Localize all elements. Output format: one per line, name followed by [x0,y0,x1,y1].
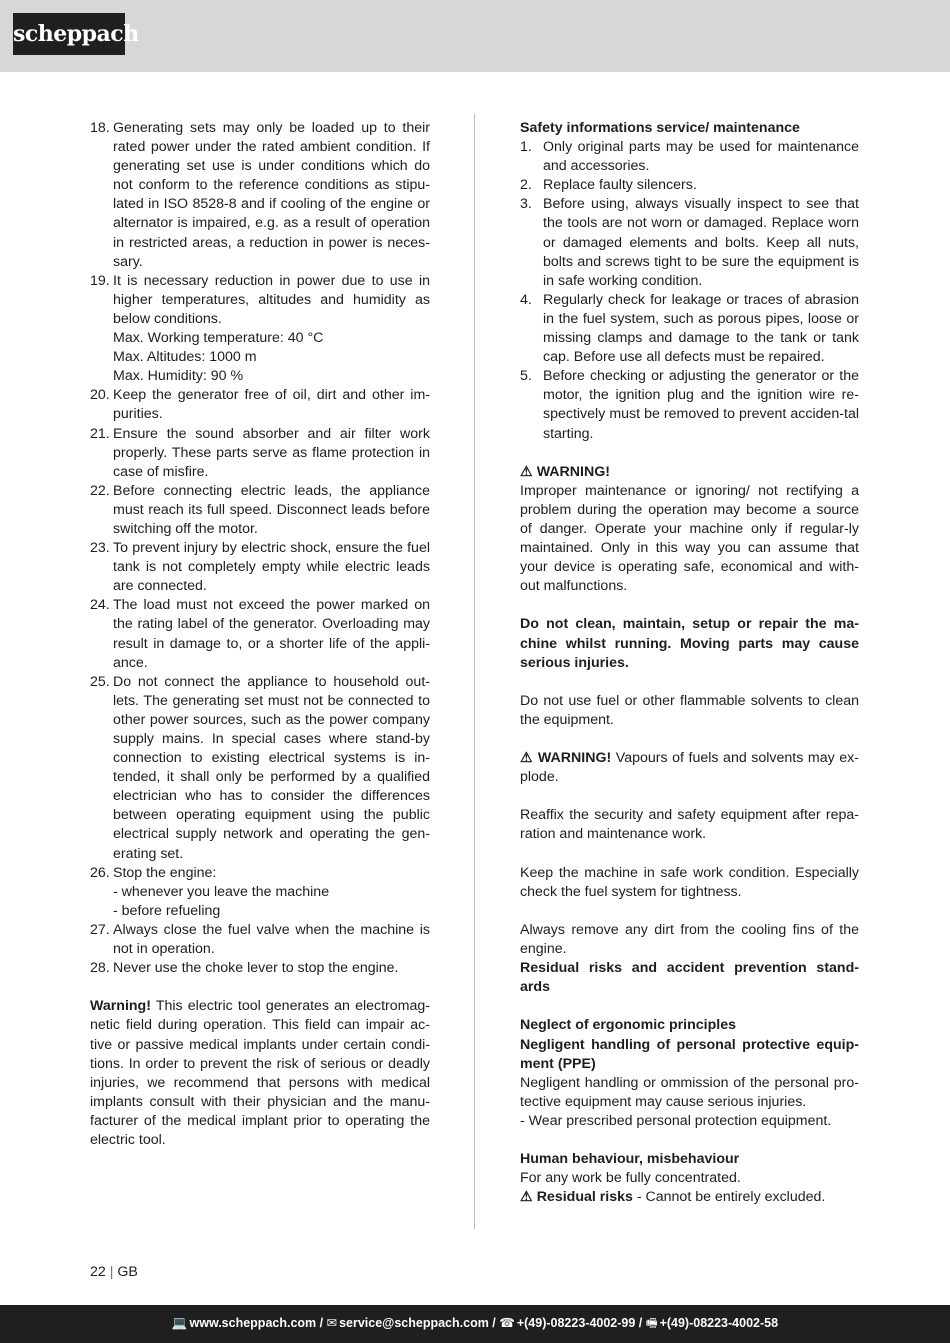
list-item: 2. Replace faulty silencers. [520,177,697,194]
stop-line: - whenever you leave the machine [113,883,330,900]
list-item: 28. Never use the choke lever to stop the engine. [90,960,399,977]
page-header [0,0,950,72]
list-item: 23. To prevent injury by electric shock, ensure the fuel tank is not completely empty while electric leads are connected. [90,540,430,595]
computer-icon: 💻 [171,1316,188,1330]
safe-condition-paragraph: Keep the machine in safe work condition. Especially check the fuel system for tightness. [520,864,859,900]
scheppach-logo: scheppach [13,13,125,55]
residual-risks-line: ⚠ Residual risks - Cannot be entirely excluded. [520,1189,826,1206]
residual-risks-heading: Residual risks and accident prevention stand-ards [520,960,859,996]
human-behaviour-text: For any work be fully concentrated. [520,1170,741,1187]
mail-icon: ✉ [326,1316,338,1330]
cooling-fins-paragraph: Always remove any dirt from the cooling fins of the engine. [520,921,859,958]
fax-icon: 🖷 [645,1316,658,1330]
vapour-warning-paragraph: ⚠ WARNING! Vapours of fuels and solvents may ex-plode. [520,750,859,786]
condition-line: Max. Altitudes: 1000 m [113,349,257,366]
ppe-paragraph: Negligent handling or ommission of the personal pro-tective equipment may cause serious injuries. [520,1074,859,1110]
page-number: 22 | GB [90,1264,138,1280]
condition-line: Max. Humidity: 90 % [113,368,244,385]
list-item: 5. Before checking or adjusting the generator or the motor, the ignition plug and the ignition wire re-spectively must be removed to prevent acciden-tal starting. [520,368,859,442]
fax-number: +(49)-08223-4002-58 [659,1316,779,1330]
column-divider [474,114,475,1229]
list-item: 3. Before using, always visually inspect to see that the tools are not worn or damaged. Replace worn or damaged elements and bolts. Keep all nuts, bolts and screws tight to be sure the equipment is in safe working condition. [520,196,859,289]
list-item: 18. Generating sets may only be loaded up to their rated power under the rated ambient condition. If generating set use is under conditions which do not conform to the reference conditions as stipu-lated in ISO 8528-8 and if cooling of the engine or alternator is impaired, e.g. as a result of operation in restricted areas, a reduction in power is neces-sary. [90,120,430,270]
stop-line: - before refueling [113,902,221,919]
list-item: 24. The load must not exceed the power marked on the rating label of the generator. Overloading may result in damage to, or a shorter life of the appli-ance. [90,597,430,671]
warning-triangle-icon: ⚠ [520,750,534,767]
warning-label: Warning! [90,998,151,1015]
warning-triangle-icon: ⚠ [520,463,533,480]
left-column [90,119,430,1150]
list-item: 26. Stop the engine: - whenever you leave the machine - before refueling [90,864,430,921]
phone-icon: ☎ [499,1316,515,1330]
list-item: 4. Regularly check for leakage or traces of abrasion in the fuel system, such as porous pipes, loose or missing clamps and damage to the tank or tank cap. Before use all defects must be repaired. [520,291,859,366]
ppe-bullet: - Wear prescribed personal protection equipment. [520,1112,832,1129]
section-heading: Safety informations service/ maintenance [520,120,800,136]
condition-line: Max. Working temperature: 40 °C [113,330,324,347]
list-item: 19. It is necessary reduction in power due to use in higher temperatures, altitudes and humidity as below conditions. Max. Working temperature: 40 °C Max. Altitudes: 1000 m Max. Humidity: 90 % [90,272,430,387]
emf-warning-paragraph: Warning! This electric tool generates an electromag-netic field during operation. This field can impair ac-tive or passive medical implants under certain condi-tions. In order to prevent the risk of serious or deadly injuries, we recommend that persons with medical implants consult with their physician and the manu-facturer of the medical implant prior to operating the electric tool. [90,998,430,1148]
bold-notice: Do not clean, maintain, setup or repair the ma-chine whilst running. Moving parts may cause serious injuries. [520,616,859,671]
phone-number: +(49)-08223-4002-99 [516,1316,636,1330]
right-column [520,119,859,1207]
list-item: 25. Do not connect the appliance to household out-lets. The generating set must not be connected to other power sources, such as the power company supply mains. In special cases where stand-by connection to existing electrical systems is in-tended, it shall only be performed by a qualified electrician who has to consider the differences between operating equipment using the public electrical supply network and operating the gen-erating set. [90,673,430,862]
email-link[interactable]: service@scheppach.com [339,1316,489,1330]
list-item: 21. Ensure the sound absorber and air filter work properly. These parts serve as flame protection in case of misfire. [90,425,430,480]
reaffix-paragraph: Reaffix the security and safety equipment after repa-ration and maintenance work. [520,807,859,843]
list-item: 20. Keep the generator free of oil, dirt and other im-purities. [90,387,430,423]
website-link[interactable]: www.scheppach.com [189,1316,317,1330]
warning-heading: ⚠ WARNING! [520,463,610,480]
ergonomic-heading: Neglect of ergonomic principles [520,1017,737,1034]
human-behaviour-heading: Human behaviour, misbehaviour [520,1151,740,1168]
warning-paragraph: Improper maintenance or ignoring/ not rectifying a problem during the operation may become a source of danger. Operate your machine only if regular-ly maintained. Only in this way you can assume that your device is operating safe, economical and with-out malfunctions. [520,482,859,595]
list-item: 1. Only original parts may be used for maintenance and accessories. [520,139,859,175]
page-footer: 💻 www.scheppach.com / ✉ service@scheppach.com / ☎ +(49)-08223-4002-99 / 🖷 +(49)-08223-4002-58 [0,1305,950,1343]
list-item: 27. Always close the fuel valve when the machine is not in operation. [90,921,430,958]
warning-triangle-icon: ⚠ [520,1189,533,1206]
list-item: 22. Before connecting electric leads, the appliance must reach its full speed. Disconnect leads before switching off the motor. [90,482,430,537]
fuel-paragraph: Do not use fuel or other flammable solvents to clean the equipment. [520,692,859,728]
ppe-heading: Negligent handling of personal protective equip-ment (PPE) [520,1036,859,1072]
